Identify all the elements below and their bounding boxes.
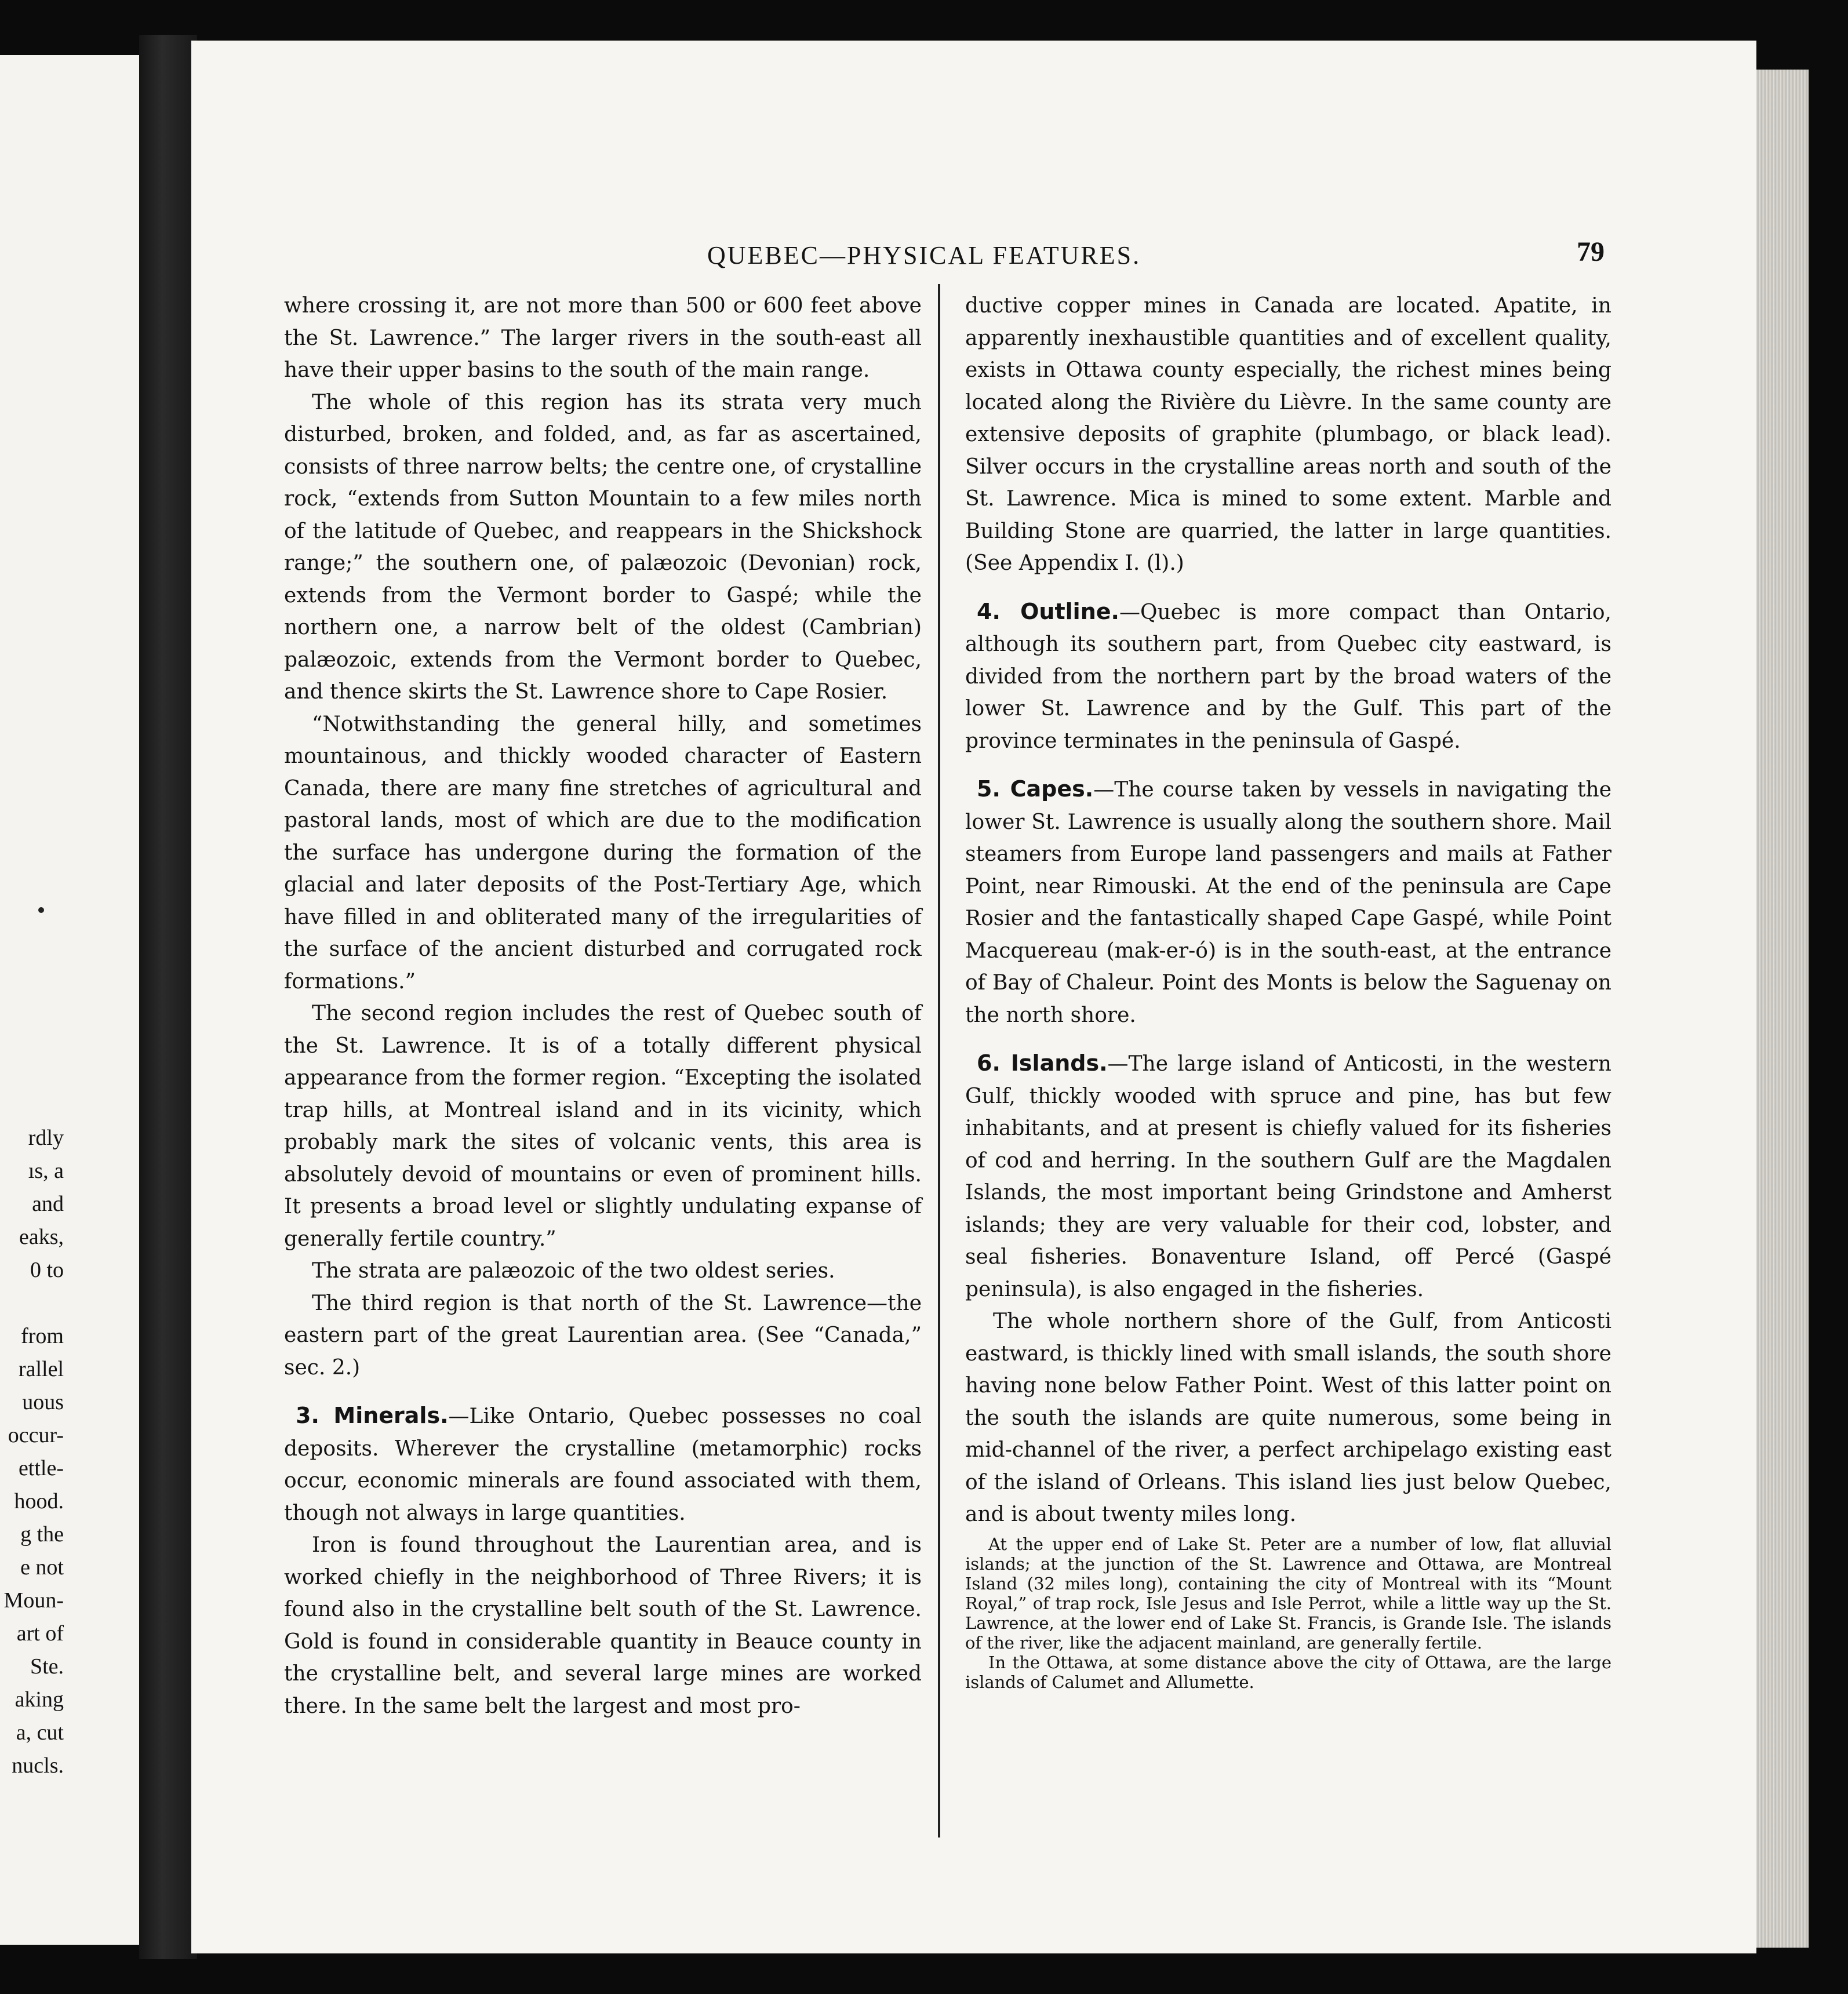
section-text: —The large island of Anticosti, in the western Gulf, thickly wooded with spruce and pine, has but few inhabitants, and at present is chiefly valued for its fisheries of cod and herring. In the southern Gulf are the Magdalen Islands, the most important being Grindstone and Amherst islands; they are very valuable for their cod, lobster, and seal fisheries. Bonaventure Island, off Percé (Gaspé peninsula), is also engaged in the fisheries. — [965, 1052, 1611, 1301]
page-edges — [1756, 70, 1809, 1948]
left-column — [284, 290, 922, 1722]
paragraph: where crossing it, are not more than 500 or 600 feet above the St. Lawrence.” The larger rivers in the south-east all have their upper basins to the south of the main range. — [284, 294, 922, 382]
book-page — [191, 41, 1756, 1953]
previous-page-text — [0, 1122, 64, 1782]
section-heading: 6. Islands. — [977, 1050, 1108, 1076]
fragment-line: nucls. — [12, 1753, 64, 1778]
page-number: 79 — [1577, 236, 1605, 267]
fragment-line: rdly — [28, 1126, 64, 1150]
paragraph: The second region includes the rest of Quebec south of the St. Lawrence. It is of a totally different physical appearance from the former region. “Excepting the isolated trap hills, at Montreal island and in its vicinity, which probably mark the sites of volcanic vents, this area is absolutely devoid of mountains or even of prominent hills. It presents a broad level or slightly undulating expanse of generally fertile country.” — [284, 1002, 922, 1251]
fragment-line: Ste. — [30, 1654, 64, 1679]
fragment-line: hood. — [14, 1489, 64, 1513]
section-minerals — [284, 1400, 922, 1529]
fragment-line: and — [32, 1192, 64, 1216]
paragraph: “Notwithstanding the general hilly, and sometimes mountainous, and thickly wooded character of Eastern Canada, there are many fine stretches of agricultural and pastoral lands, most of which are due to the modification the surface has undergone during the formation of the glacial and later deposits of the Post-Tertiary Age, which have filled in and obliterated many of the irregularities of the surface of the ancient disturbed and corrugated rock formations.” — [284, 712, 922, 994]
section-text: —Like Ontario, Quebec possesses no coal deposits. Wherever the crystalline (metamorphic) rocks occur, economic minerals are found associated with them, though not always in large quantities. — [284, 1404, 922, 1525]
fragment-line: from — [21, 1324, 64, 1348]
section-text: —The course taken by vessels in navigating the lower St. Lawrence is usually along the southern shore. Mail steamers from Europe land passengers and mails at Father Point, near Rimouski. At the end of the peninsula are Cape Rosier and the fantastically shaped Cape Gaspé, while Point Macquereau (mak-er-ó) is in the south-east, at the entrance of Bay of Chaleur. Point des Monts is below the Saguenay on the north shore. — [965, 778, 1611, 1027]
paragraph: The whole of this region has its strata very much disturbed, broken, and folded, and, as far as ascertained, consists of three narrow belts; the centre one, of crystalline rock, “extends from Sutton Mountain to a few miles north of the latitude of Quebec, and reappears in the Shickshock range;” the southern one, of palæozoic (Devonian) rock, extends from the Vermont border to Gaspé; while the northern one, a narrow belt of the oldest (Cambrian) palæozoic, extends from the Vermont border to Quebec, and thence skirts the St. Lawrence shore to Cape Rosier. — [284, 390, 922, 704]
section-capes — [965, 773, 1611, 1031]
fragment-line: a, cut — [16, 1720, 64, 1745]
previous-page-fragment — [0, 55, 139, 1945]
fragment-line: uous — [22, 1390, 64, 1414]
note: At the upper end of Lake St. Peter are a number of low, flat alluvial islands; at the junction of the St. Lawrence and Ottawa, are Montreal Island (32 miles long), containing the city of Montreal with its “Mount Royal,” of trap rock, Isle Jesus and Isle Perrot, while a little way up the St. Lawrence, at the lower end of Lake St. Francis, is Grande Isle. The islands of the river, like the adjacent mainland, are generally fertile. — [965, 1534, 1611, 1653]
column-divider — [938, 284, 940, 1837]
fragment-line: ettle- — [18, 1456, 64, 1480]
book-gutter — [139, 35, 197, 1959]
section-heading: 4. Outline. — [977, 598, 1119, 624]
fragment-line: aking — [14, 1687, 64, 1712]
paragraph: The whole northern shore of the Gulf, from Anticosti eastward, is thickly lined with small islands, the south shore having none below Father Point. West of this latter point on the south the islands are quite numerous, some being in mid-channel of the river, a perfect archipelago existing east of the island of Orleans. This island lies just below Quebec, and is about twenty miles long. — [965, 1309, 1611, 1526]
running-title: QUEBEC—PHYSICAL FEATURES. — [707, 241, 1141, 270]
small-print-notes — [965, 1534, 1611, 1692]
fragment-line: eaks, — [19, 1225, 64, 1249]
section-islands — [965, 1047, 1611, 1305]
fragment-line: rallel — [18, 1357, 64, 1381]
section-heading: 5. Capes. — [977, 776, 1094, 802]
section-outline — [965, 596, 1611, 758]
fragment-line: ıs, a — [28, 1159, 64, 1183]
fragment-line: Moun- — [3, 1588, 64, 1613]
ink-dot — [38, 907, 44, 913]
right-column — [965, 290, 1611, 1692]
paragraph: The third region is that north of the St. Lawrence—the eastern part of the great Laurentian area. (See “Canada,” sec. 2.) — [284, 1291, 922, 1380]
fragment-line: art of — [16, 1621, 64, 1646]
fragment-line: 0 to — [30, 1258, 64, 1282]
paragraph: Iron is found throughout the Laurentian area, and is worked chiefly in the neighborhood of Three Rivers; it is found also in the crystalline belt south of the St. Lawrence. Gold is found in considerable quantity in Beauce county in the crystalline belt, and several large mines are worked there. In the same belt the largest and most pro- — [284, 1533, 922, 1718]
paragraph: ductive copper mines in Canada are located. Apatite, in apparently inexhaustible quantities and of excellent quality, exists in Ottawa county especially, the richest mines being located along the Rivière du Lièvre. In the same county are extensive deposits of graphite (plumbago, or black lead). Silver occurs in the crystalline areas north and south of the St. Lawrence. Mica is mined to some extent. Marble and Building Stone are quarried, the latter in large quantities. (See Appendix I. (l).) — [965, 294, 1611, 575]
section-text: —Quebec is more compact than Ontario, although its southern part, from Quebec city eastward, is divided from the northern part by the broad waters of the lower St. Lawrence and by the Gulf. This part of the province terminates in the peninsula of Gaspé. — [965, 600, 1611, 753]
fragment-line — [0, 1287, 64, 1320]
fragment-line: e not — [20, 1555, 64, 1580]
fragment-line: occur- — [8, 1423, 64, 1447]
paragraph: The strata are palæozoic of the two oldest series. — [312, 1259, 835, 1283]
note: In the Ottawa, at some distance above the city of Ottawa, are the large islands of Calumet and Allumette. — [965, 1652, 1611, 1692]
section-heading: 3. Minerals. — [296, 1403, 449, 1428]
fragment-line: g the — [20, 1522, 64, 1547]
